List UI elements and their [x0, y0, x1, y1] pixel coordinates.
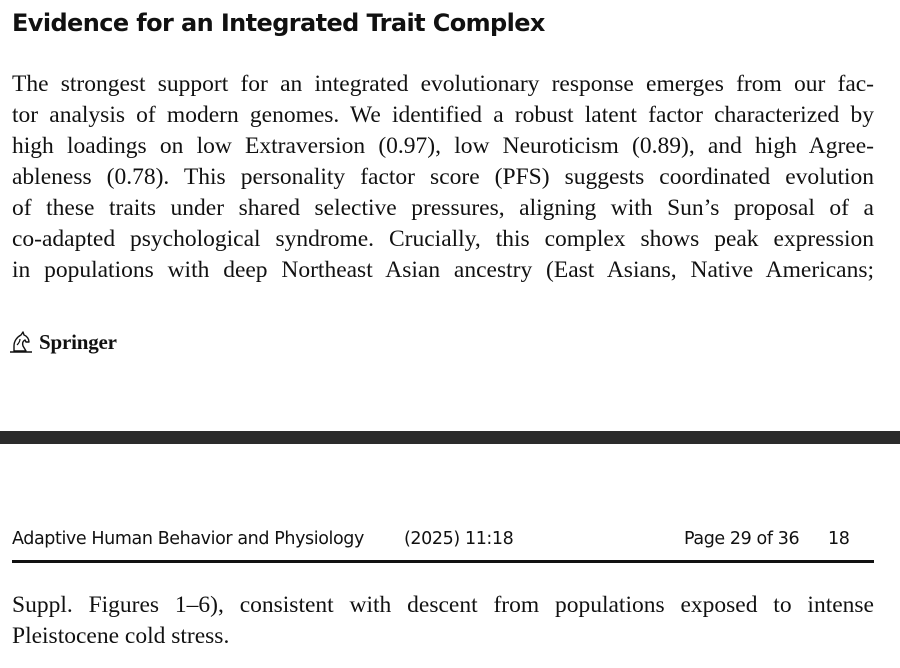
body-paragraph	[12, 69, 874, 286]
page-label: Page 29 of 36	[684, 529, 800, 549]
publisher-logo	[8, 327, 117, 357]
body-line: ableness (0.78). This personality factor score (PFS) suggests coordinated evolution	[12, 164, 874, 190]
body-line: tor analysis of modern genomes. We identified a robust latent factor characterized by	[12, 102, 874, 128]
body-line: Suppl. Figures 1–6), consistent with descent from populations exposed to intense	[12, 592, 874, 618]
body-line: high loadings on low Extraversion (0.97), low Neuroticism (0.89), and high Agree-	[12, 133, 874, 159]
body-line: co-adapted psychological syndrome. Crucially, this complex shows peak expression	[12, 226, 874, 252]
publisher-name: Springer	[39, 329, 117, 354]
body-line: Pleistocene cold stress.	[12, 623, 230, 649]
article-number: 18	[828, 529, 850, 549]
citation: (2025) 11:18	[404, 529, 514, 549]
body-line: The strongest support for an integrated evolutionary response emerges from our fac-	[12, 71, 874, 97]
continued-paragraph	[12, 590, 874, 652]
section-heading: Evidence for an Integrated Trait Complex	[12, 9, 545, 37]
header-rule	[12, 560, 874, 563]
body-line: of these traits under shared selective pressures, aligning with Sun’s proposal of a	[12, 195, 874, 221]
body-line: in populations with deep Northeast Asian ancestry (East Asians, Native Americans;	[12, 257, 874, 283]
running-header	[12, 527, 874, 555]
journal-title: Adaptive Human Behavior and Physiology	[12, 529, 364, 549]
springer-horse-icon	[8, 329, 34, 355]
page-break-bar	[0, 431, 900, 444]
